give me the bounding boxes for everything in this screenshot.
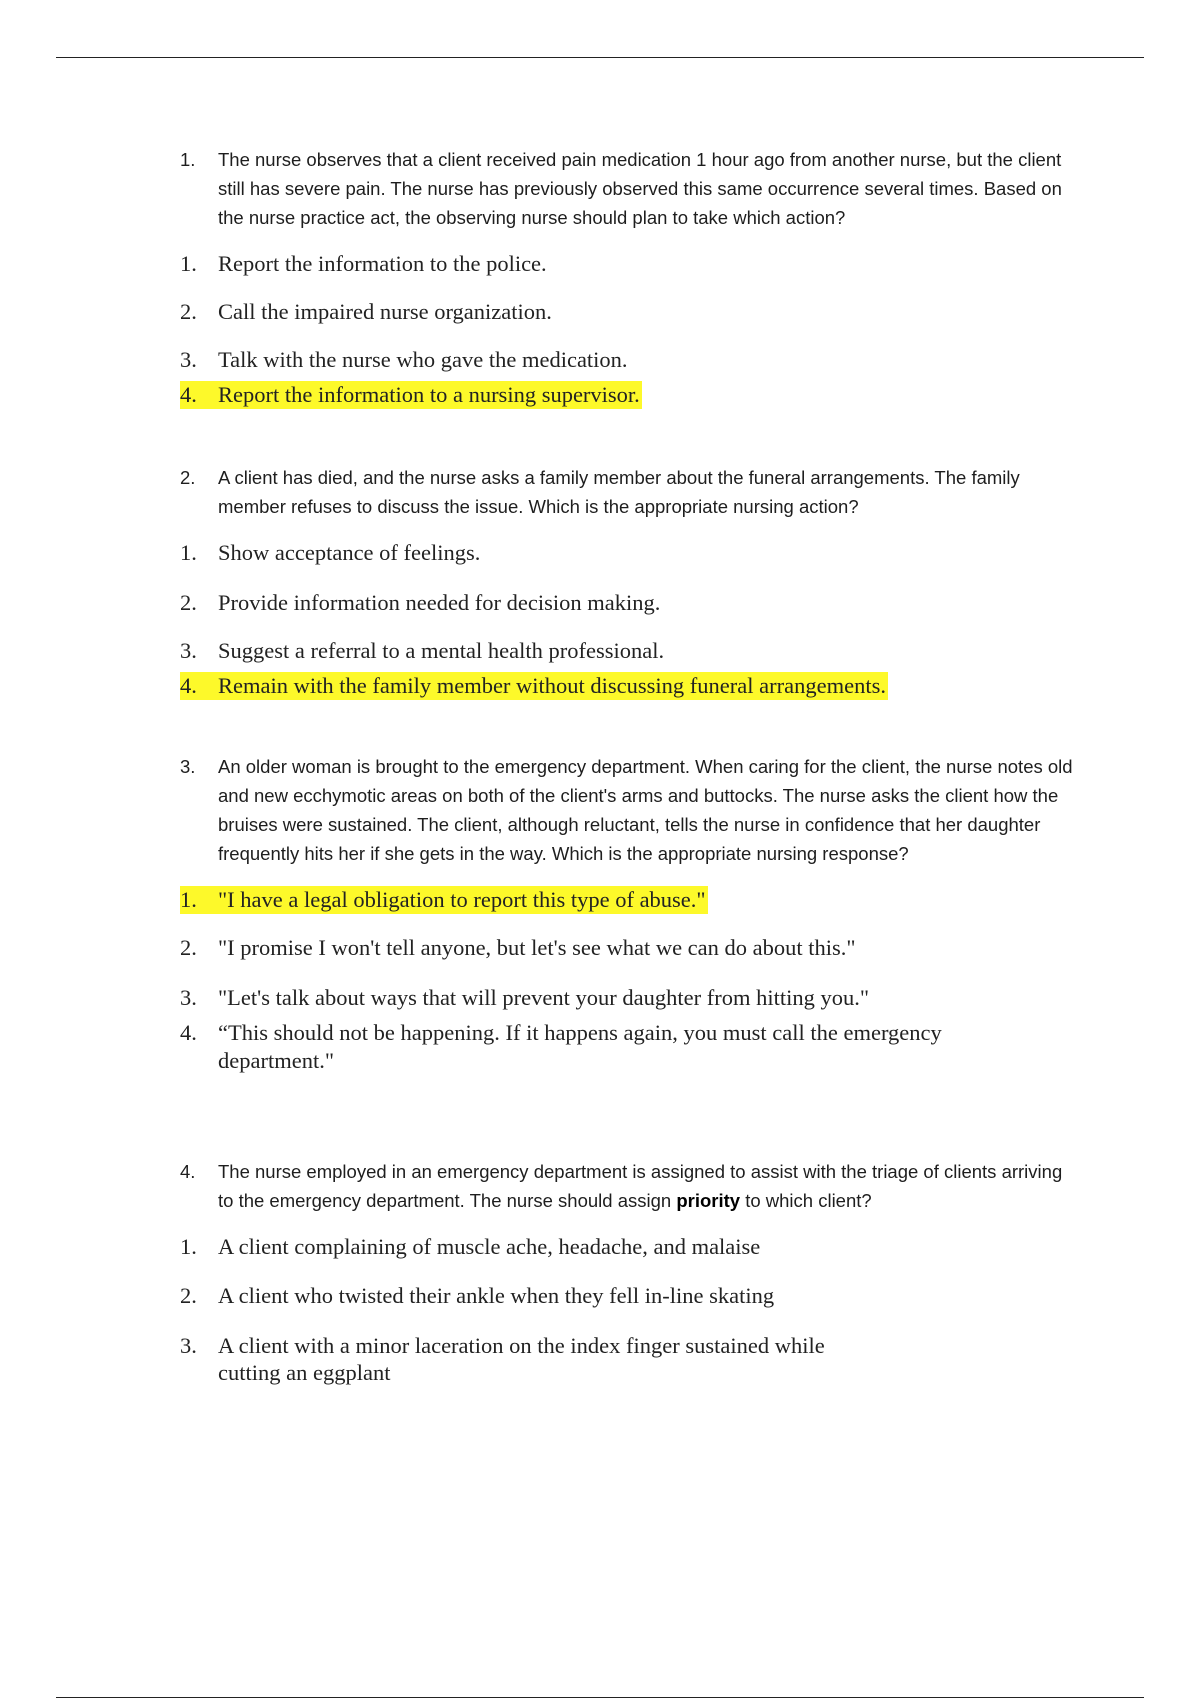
option-number: 1. xyxy=(180,540,197,565)
option-text: Report the information to a nursing supervisor. xyxy=(218,382,640,407)
question-2 xyxy=(180,463,1080,700)
option-text: "I have a legal obligation to report this type of abuse." xyxy=(218,887,706,912)
highlight-mark xyxy=(180,381,642,409)
option-text: A client complaining of muscle ache, headache, and malaise xyxy=(218,1234,761,1259)
options-list xyxy=(180,1233,1080,1386)
option-text: “This should not be happening. If it happens again, you must call the emergency department." xyxy=(218,1020,942,1073)
option-item[interactable] xyxy=(180,1332,1080,1386)
option-number: 4. xyxy=(180,1020,197,1045)
question-number: 4. xyxy=(180,1161,196,1182)
option-number: 2. xyxy=(180,590,197,615)
options-list xyxy=(180,539,1080,700)
options-list xyxy=(180,886,1080,1075)
option-text: Provide information needed for decision making. xyxy=(218,590,661,615)
header-rule xyxy=(56,57,1144,58)
option-text: "Let's talk about ways that will prevent your daughter from hitting you." xyxy=(218,985,870,1010)
question-text: The nurse observes that a client received pain medication 1 hour ago from another nurse, but the client still has severe pain. The nurse has previously observed this same occurrence several times. Based on the nurse practice act, the observing nurse should plan to take which action? xyxy=(218,149,1062,228)
option-item-highlighted[interactable] xyxy=(180,381,1080,409)
option-number: 3. xyxy=(180,347,197,372)
option-item[interactable] xyxy=(180,934,1080,962)
option-item[interactable] xyxy=(180,298,1080,326)
option-item[interactable] xyxy=(180,984,1080,1012)
priority-bold: priority xyxy=(676,1190,741,1211)
question-3 xyxy=(180,752,1080,1075)
question-number: 1. xyxy=(180,149,196,170)
question-1 xyxy=(180,145,1080,409)
option-text: Call the impaired nurse organization. xyxy=(218,299,552,324)
option-item[interactable] xyxy=(180,637,1080,665)
option-item[interactable] xyxy=(180,1019,1080,1075)
question-stem xyxy=(180,463,1080,521)
option-text: Remain with the family member without discussing funeral arrangements. xyxy=(218,673,886,698)
option-text: Suggest a referral to a mental health professional. xyxy=(218,638,665,663)
option-item[interactable] xyxy=(180,250,1080,278)
option-text: Show acceptance of feelings. xyxy=(218,540,481,565)
question-number: 2. xyxy=(180,467,196,488)
option-item[interactable] xyxy=(180,1282,1080,1310)
option-number: 3. xyxy=(180,1333,197,1358)
option-number: 1. xyxy=(180,1234,197,1259)
option-text: A client with a minor laceration on the index finger sustained while cutting an eggplant xyxy=(218,1333,825,1385)
option-text: Report the information to the police. xyxy=(218,251,547,276)
option-item[interactable] xyxy=(180,539,1080,567)
option-number: 4. xyxy=(180,382,197,407)
question-stem xyxy=(180,1157,1080,1215)
option-item[interactable] xyxy=(180,589,1080,617)
highlight-mark xyxy=(180,672,888,700)
option-number: 4. xyxy=(180,673,197,698)
option-text: Talk with the nurse who gave the medication. xyxy=(218,347,628,372)
option-number: 2. xyxy=(180,935,197,960)
option-item[interactable] xyxy=(180,346,1080,374)
question-text: A client has died, and the nurse asks a family member about the funeral arrangements. The family member refuses to discuss the issue. Which is the appropriate nursing action? xyxy=(218,467,1020,517)
option-item[interactable] xyxy=(180,1233,1080,1261)
options-list xyxy=(180,250,1080,409)
option-text: "I promise I won't tell anyone, but let's see what we can do about this." xyxy=(218,935,856,960)
option-number: 2. xyxy=(180,299,197,324)
option-number: 3. xyxy=(180,638,197,663)
option-item-highlighted[interactable] xyxy=(180,672,1080,700)
question-4 xyxy=(180,1157,1080,1386)
question-text: The nurse employed in an emergency department is assigned to assist with the triage of clients arriving to the emergency department. The nurse should assign priority to which client? xyxy=(218,1161,1063,1211)
option-number: 3. xyxy=(180,985,197,1010)
option-text: A client who twisted their ankle when they fell in-line skating xyxy=(218,1283,775,1308)
question-stem xyxy=(180,145,1080,232)
question-text: An older woman is brought to the emergency department. When caring for the client, the nurse notes old and new ecchymotic areas on both of the client's arms and buttocks. The nurse asks the client how the bruises were sustained. The client, although reluctant, tells the nurse in confidence that her daughter frequently hits her if she gets in the way. Which is the appropriate nursing response? xyxy=(218,756,1073,864)
option-number: 1. xyxy=(180,887,197,912)
highlight-mark xyxy=(180,886,708,914)
option-item-highlighted[interactable] xyxy=(180,886,1080,914)
question-stem xyxy=(180,752,1080,868)
question-number: 3. xyxy=(180,756,196,777)
option-number: 1. xyxy=(180,251,197,276)
footer-rule xyxy=(56,1697,1144,1698)
option-number: 2. xyxy=(180,1283,197,1308)
